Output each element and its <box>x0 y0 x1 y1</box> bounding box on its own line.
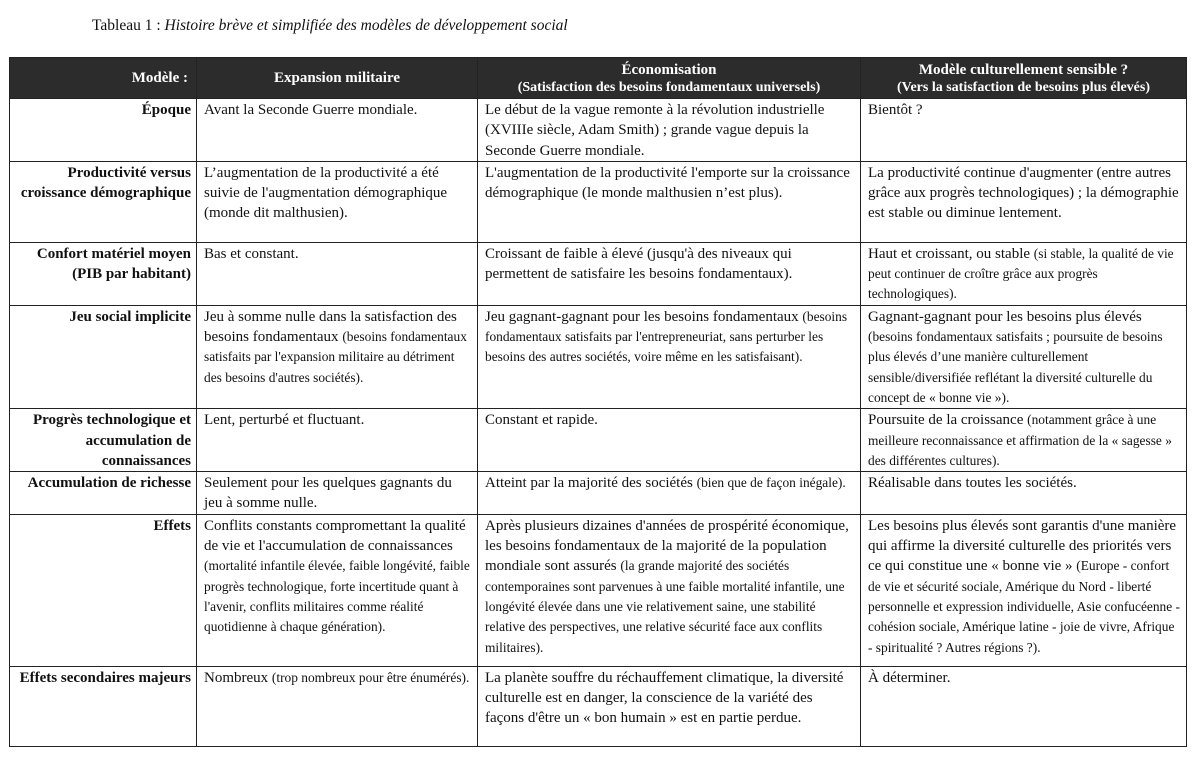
table-row <box>10 472 1187 515</box>
header-military-expansion <box>197 58 478 99</box>
table-cell <box>861 514 1187 666</box>
table-cell <box>197 409 478 472</box>
table-cell <box>861 409 1187 472</box>
cell-text: Croissant de faible à élevé (jusqu'à des niveaux qui permettent de satisfaire les besoins fondamentaux). <box>485 245 793 283</box>
cell-note: (bien que de façon inégale). <box>696 475 846 491</box>
table-cell <box>861 99 1187 162</box>
table-cell <box>197 305 478 408</box>
table-cell <box>197 99 478 162</box>
header-culturally-sensitive <box>861 58 1187 99</box>
table-row <box>10 409 1187 472</box>
cell-text: Constant et rapide. <box>485 412 598 429</box>
header-subtitle: (Satisfaction des besoins fondamentaux universels) <box>517 79 821 95</box>
cell-note: (si stable, la qualité de vie peut continuer de croître grâce aux progrès technologiques). <box>868 245 1174 302</box>
table-cell <box>478 305 861 408</box>
cell-text: Atteint par la majorité des sociétés <box>485 475 697 492</box>
cell-text: L'augmentation de la productivité l'emporte sur la croissance démographique (le monde malthusien n’est plus). <box>485 164 850 202</box>
table-cell <box>861 242 1187 305</box>
table-cell <box>197 161 478 242</box>
table-cell <box>478 99 861 162</box>
header-title: Expansion militaire <box>274 70 400 86</box>
table-cell <box>478 472 861 515</box>
cell-text: Jeu à somme nulle dans la satisfaction des besoins fondamentaux <box>204 308 457 346</box>
header-economisation <box>478 58 861 99</box>
cell-text: Conflits constants compromettant la qualité de vie et l'accumulation de connaissances <box>204 517 466 555</box>
table-caption <box>92 16 568 36</box>
cell-text: Haut et croissant, ou stable <box>868 245 1034 262</box>
table-cell <box>478 409 861 472</box>
table-body <box>10 99 1187 747</box>
table-cell <box>478 666 861 746</box>
cell-note: (besoins fondamentaux satisfaits par l'entrepreneuriat, sans perturber les besoins des autres sociétés, voire même en les satisfaisant). <box>485 308 848 365</box>
row-label: Productivité versus croissance démographique <box>10 161 197 242</box>
row-label: Époque <box>10 99 197 162</box>
cell-text: Bas et constant. <box>204 245 299 262</box>
row-label: Effets <box>10 514 197 666</box>
cell-text: Après plusieurs dizaines d'années de prospérité économique, les besoins fondamentaux de la majorité de la population mondiale sont assurés <box>485 517 849 575</box>
cell-text: La planète souffre du réchauffement climatique, la diversité culturelle est en danger, la conscience de la variété des façons d'être un « bon humain » est en partie perdue. <box>485 669 844 727</box>
cell-note: (besoins fondamentaux satisfaits ; poursuite de besoins plus élevés d’une manière culturellement sensible/diversifiée reflétant la diversité culturelle du concept de « bonne vie »). <box>868 329 1163 405</box>
cell-text: Poursuite de la croissance <box>868 412 1028 429</box>
cell-text: Réalisable dans toutes les sociétés. <box>868 475 1077 492</box>
caption-title: Histoire brève et simplifiée des modèles de développement social <box>164 17 568 34</box>
development-models-table <box>9 57 1187 747</box>
cell-text: Avant la Seconde Guerre mondiale. <box>204 102 418 118</box>
table-row <box>10 161 1187 242</box>
row-label: Jeu social implicite <box>10 305 197 408</box>
row-label: Confort matériel moyen (PIB par habitant) <box>10 242 197 305</box>
table-row <box>10 242 1187 305</box>
header-title: Modèle culturellement sensible ? <box>918 61 1129 78</box>
cell-text: Lent, perturbé et fluctuant. <box>204 412 365 429</box>
cell-note: (la grande majorité des sociétés contemporaines sont parvenues à une faible mortalité infantile, une longévité élevée dans une vie relativement saine, une stabilité relative des perspectives, une relative sécurité face aux conflits militaires). <box>485 558 845 655</box>
cell-text: Le début de la vague remonte à la révolution industrielle (XVIIIe siècle, Adam Smith) ; grande vague depuis la Seconde Guerre mondiale. <box>485 102 825 159</box>
row-label: Accumulation de richesse <box>10 472 197 515</box>
table-cell <box>861 161 1187 242</box>
table-cell <box>861 305 1187 408</box>
table-row <box>10 305 1187 408</box>
cell-note: (trop nombreux pour être énumérés). <box>271 669 470 685</box>
table-header-row <box>10 58 1187 99</box>
table-cell <box>197 514 478 666</box>
cell-text: Bientôt ? <box>868 102 923 118</box>
cell-text: À déterminer. <box>868 669 951 686</box>
table-cell <box>861 472 1187 515</box>
cell-text: Seulement pour les quelques gagnants du jeu à somme nulle. <box>204 475 452 512</box>
cell-text: Nombreux <box>204 669 272 686</box>
header-model <box>10 58 197 99</box>
cell-text: L’augmentation de la productivité a été suivie de l'augmentation démographique (monde dit malthusien). <box>204 164 448 222</box>
cell-text: La productivité continue d'augmenter (entre autres grâce aux progrès technologiques) ; la démographie est stable ou diminue lentement. <box>868 164 1179 222</box>
table-cell <box>478 242 861 305</box>
table-cell <box>478 514 861 666</box>
cell-note: (mortalité infantile élevée, faible longévité, faible progrès technologique, forte incertitude quant à l'avenir, conflits militaires comme réalité quotidienne à chaque génération). <box>204 558 470 635</box>
cell-note: (Europe - confort de vie et sécurité sociale, Amérique du Nord - liberté personnelle et expression individuelle, Asie confucéenne - cohésion sociale, Amérique latine - joie de vivre, Afrique - spiritualité ? Autres régions ?). <box>868 558 1180 655</box>
caption-label: Tableau 1 : <box>92 17 165 34</box>
row-label: Effets secondaires majeurs <box>10 666 197 746</box>
table-cell <box>861 666 1187 746</box>
header-subtitle: (Vers la satisfaction de besoins plus élevés) <box>896 79 1151 95</box>
header-title: Modèle : <box>131 70 188 86</box>
cell-text: Gagnant-gagnant pour les besoins plus élevés <box>868 308 1142 325</box>
cell-note: (besoins fondamentaux satisfaits par l'expansion militaire au détriment des besoins d'autres sociétés). <box>204 329 467 385</box>
table-cell <box>197 472 478 515</box>
cell-note: (notamment grâce à une meilleure reconnaissance et affirmation de la « sagesse » des différentes cultures). <box>868 412 1172 468</box>
table-row <box>10 99 1187 162</box>
row-label: Progrès technologique et accumulation de connaissances <box>10 409 197 472</box>
table-row <box>10 666 1187 746</box>
cell-text: Jeu gagnant-gagnant pour les besoins fondamentaux <box>485 308 803 325</box>
cell-text: Les besoins plus élevés sont garantis d'une manière qui affirme la diversité culturelle des priorités vers ce qui constitue une « bonne vie » <box>868 517 1177 575</box>
table-cell <box>197 666 478 746</box>
table-cell <box>197 242 478 305</box>
table-row <box>10 514 1187 666</box>
table-cell <box>478 161 861 242</box>
header-title: Économisation <box>621 61 717 78</box>
